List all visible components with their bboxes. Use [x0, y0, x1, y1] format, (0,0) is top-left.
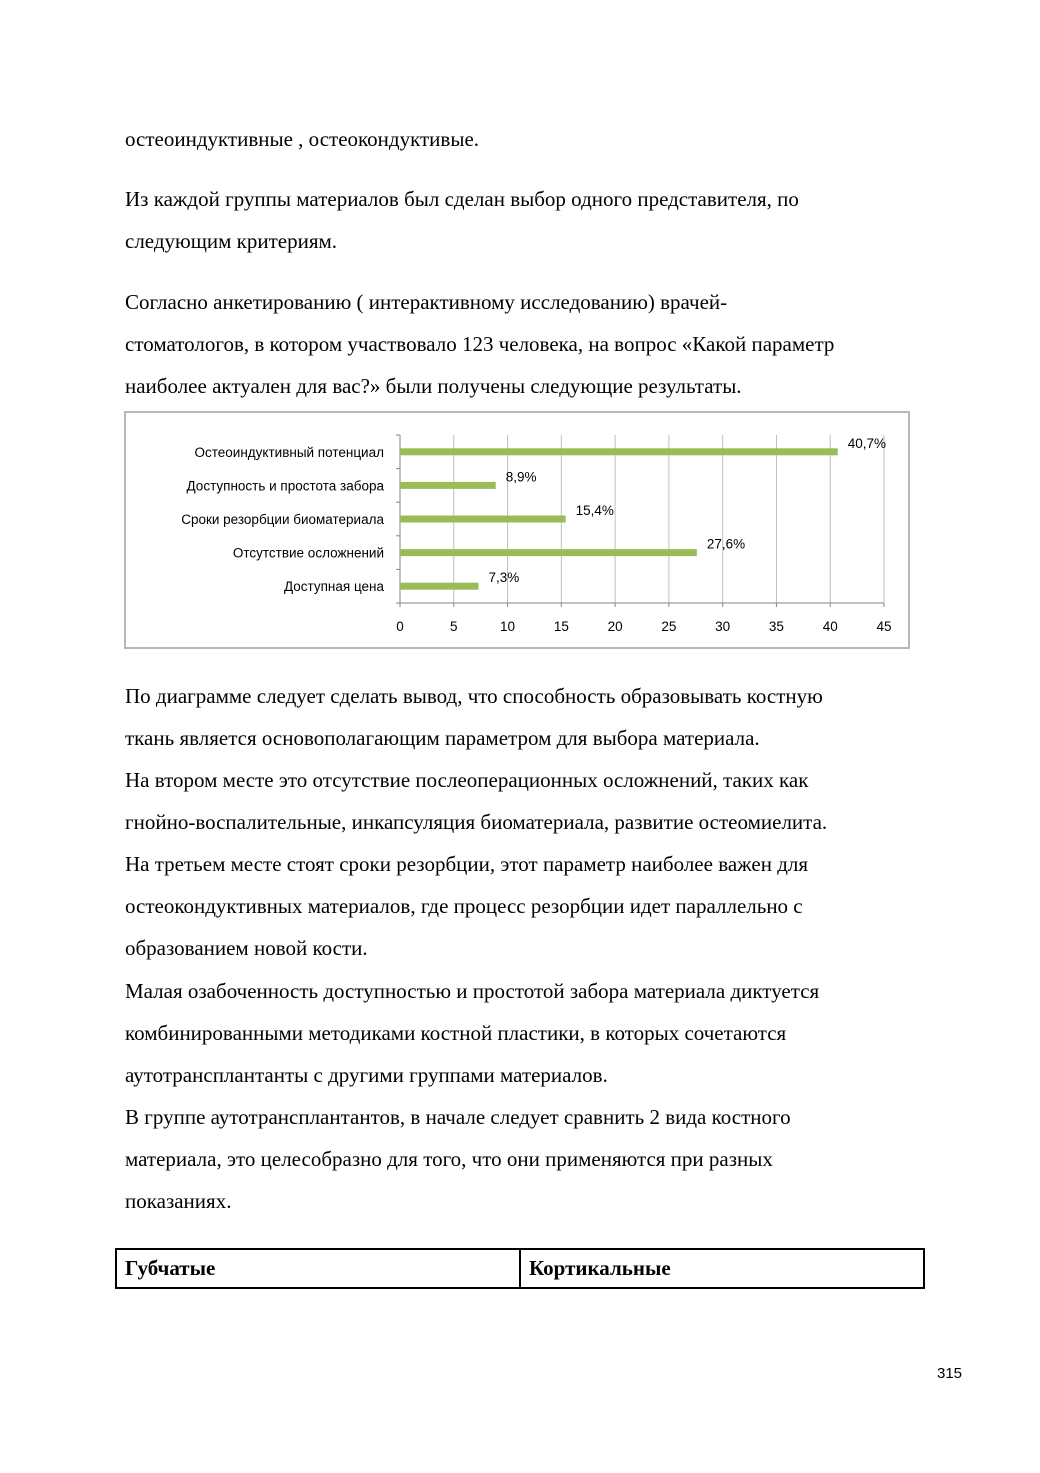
bar: [400, 583, 479, 590]
paragraph-line: следующим критериям.: [125, 229, 338, 253]
chart-canvas: [126, 413, 912, 651]
x-tick-label: 0: [396, 619, 404, 634]
paragraph-line: ткань является основополагающим параметром для выбора материала.: [125, 726, 760, 750]
category-label: Доступная цена: [283, 579, 384, 595]
x-tick-label: 15: [553, 619, 569, 634]
x-tick-label: 35: [768, 619, 784, 634]
x-tick-label: 20: [607, 619, 623, 634]
paragraph-line: Согласно анкетированию ( интерактивному исследованию) врачей-: [125, 290, 728, 314]
x-tick-label: 10: [500, 619, 516, 634]
x-tick-label: 25: [661, 619, 677, 634]
paragraph-line: гнойно-воспалительные, инкапсуляция биоматериала, развитие остеомиелита.: [125, 810, 828, 834]
paragraph-line: образованием новой кости.: [125, 936, 368, 960]
bar: [400, 448, 838, 455]
paragraph-line: аутотрансплантанты с другими группами материалов.: [125, 1063, 608, 1087]
bar: [400, 549, 697, 556]
x-tick-label: 45: [876, 619, 892, 634]
data-label: 8,9%: [505, 469, 537, 485]
paragraph-line: остеоиндуктивные , остеокондуктивые.: [125, 127, 480, 151]
paragraph-line: Из каждой группы материалов был сделан выбор одного представителя, по: [125, 187, 799, 211]
page-number: 315: [937, 1365, 963, 1382]
paragraph-line: наиболее актуален для вас?» были получены следующие результаты.: [125, 374, 742, 398]
paragraph-line: На втором месте это отсутствие послеоперационных осложнений, таких как: [125, 768, 809, 792]
paragraph-line: материала, это целесобразно для того, что они применяются при разных: [125, 1147, 773, 1171]
bar: [400, 516, 566, 523]
data-label: 15,4%: [575, 503, 614, 518]
paragraph-line: По диаграмме следует сделать вывод, что способность образовывать костную: [125, 684, 823, 708]
bar: [400, 482, 496, 489]
paragraph-line: комбинированными методиками костной пластики, в которых сочетаются: [125, 1021, 787, 1045]
paragraph-line: В группе аутотрансплантантов, в начале следует сравнить 2 вида костного: [125, 1105, 791, 1129]
paragraph-line: остеокондуктивных материалов, где процесс резорбции идет параллельно с: [125, 894, 803, 918]
data-label: 7,3%: [488, 570, 520, 586]
category-label: Отсутствие осложнений: [232, 545, 384, 561]
data-label: 27,6%: [706, 536, 746, 552]
table-header-cell: Кортикальные: [520, 1249, 924, 1288]
category-label: Доступность и простота забора: [186, 478, 384, 494]
survey-bar-chart: [124, 411, 910, 649]
table-row: [116, 1249, 924, 1288]
paragraph-line: показаниях.: [125, 1189, 232, 1213]
data-label: 40,7%: [847, 435, 887, 451]
table-header-cell: Губчатые: [116, 1249, 520, 1288]
category-label: Сроки резорбции биоматериала: [181, 512, 384, 527]
paragraph-line: Малая озабоченность доступностью и простотой забора материала диктуется: [125, 979, 820, 1003]
paragraph-line: На третьем месте стоят сроки резорбции, этот параметр наиболее важен для: [125, 852, 809, 876]
paragraph-line: стоматологов, в котором участвовало 123 человека, на вопрос «Какой параметр: [125, 332, 835, 356]
category-label: Остеоиндуктивный потенциал: [194, 444, 384, 460]
x-tick-label: 30: [715, 619, 731, 634]
x-tick-label: 40: [822, 619, 838, 634]
x-tick-label: 5: [450, 619, 458, 634]
materials-table: [115, 1248, 925, 1289]
